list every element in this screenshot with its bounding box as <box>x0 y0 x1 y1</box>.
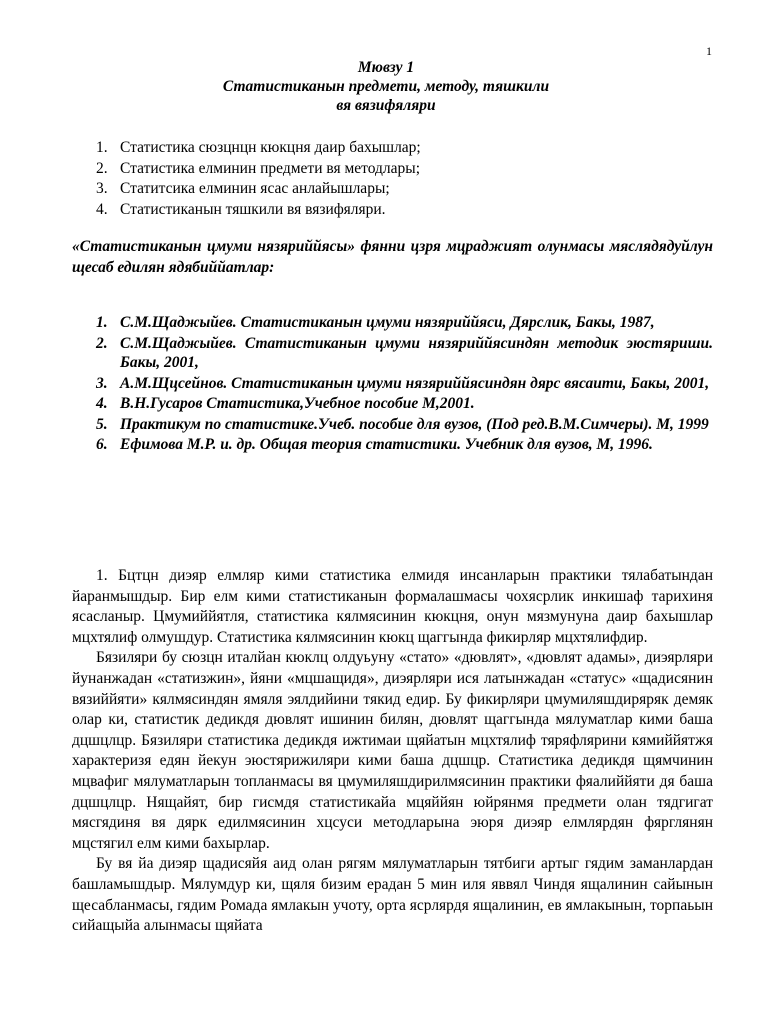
reference-item <box>96 374 713 394</box>
reference-list <box>96 313 713 456</box>
reference-text: А.М.Щцсейнов. Статистиканын цмуми нязяриййясиндян дярс вясаити, Бакы, 2001, <box>120 374 710 392</box>
topic-text: Статистиканын тяшкили вя вязифяляри. <box>120 200 386 218</box>
reference-number: 4. <box>96 395 108 412</box>
reference-text: Практикум по статистике.Учеб. пособие для вузов, (Под ред.В.М.Симчеры). М, 1999 <box>120 415 709 433</box>
reference-item <box>96 394 713 414</box>
references-intro: «Статистиканын цмуми нязяриййясы» фянни цзря мцраджият олунмасы мяслядядуйлун щесаб едилян ядябиййатлар: <box>72 238 713 276</box>
reference-text: С.М.Щаджыйев. Статистиканын цмуми нязяриййясиндян методик эюстяриши. Бакы, 2001, <box>120 334 713 371</box>
topic-item <box>96 138 696 159</box>
reference-item <box>96 435 713 455</box>
reference-number: 3. <box>96 374 108 392</box>
chapter-number: Мювзу 1 <box>357 59 415 76</box>
topic-number: 1. <box>96 139 108 156</box>
reference-number: 6. <box>96 436 108 453</box>
chapter-title-line1: Статистиканын предмети, методу, тяшкили <box>222 78 550 95</box>
topic-text: Статистика сюзцнцн кюкцня даир бахышлар; <box>120 139 421 156</box>
topic-text: Статитсика елминин ясас анлайышлары; <box>120 180 390 197</box>
chapter-title-line2: вя вязифяляри <box>336 97 436 114</box>
reference-text: С.М.Щаджыйев. Статистиканын цмуми нязяриййяси, Дярслик, Бакы, 1987, <box>120 314 655 331</box>
topic-number: 3. <box>96 180 108 197</box>
topic-list <box>96 138 696 220</box>
reference-number: 2. <box>96 334 108 352</box>
body-paragraph: Бу вя йа диэяр щадисяйя аид олан рягям мялуматларын тятбиги артыг гядим заманлардан башламышдыр. Мялумдур ки, щяля бизим ерадан 5 мин иля яввял Чиндя ящалинин сайынын щесабланмасы, гядим Ромада ямлакын учоту, орта ясрлярдя ящалинин, ев ямлакынын, торпаьын сийащыйа алынмасы щяйата <box>72 855 713 935</box>
topic-number: 4. <box>96 200 108 218</box>
reference-number: 5. <box>96 415 108 433</box>
body-paragraph: 1. Бцтцн диэяр елмляр кими статистика елмидя инсанларын практики тялабатындан йаранмышдыр. Бир елм кими статистиканын формалашмасы чохясрлик инкишаф тарихиня ясасланыр. Цмумиййятля, статистика кялмясинин кюкцня, онун мязмунуна даир бахышлар мцхтялиф олмушдур. Статистика кялмясинин кюкц щаггында фикирляр мцхтялифдир. <box>72 567 713 646</box>
topic-item <box>96 179 696 200</box>
page-number: 1 <box>706 44 712 58</box>
reference-item <box>96 313 713 333</box>
chapter-header <box>96 58 676 115</box>
reference-text: Ефимова М.Р. и. др. Общая теория статистики. Учебник для вузов, М, 1996. <box>120 436 653 453</box>
topic-item <box>96 200 696 221</box>
reference-text: В.Н.Гусаров Статистика,Учебное пособие М,2001. <box>120 395 475 412</box>
body-text <box>72 566 713 937</box>
body-paragraph: Бязиляри бу сюзцн италйан кюклц олдуьуну «стато» «дювлят», «дювлят адамы», диэярляри йунанжадан «статизжин», йяни «мцшащидя», диэярляри ися латынжадан «статус» «щадисянин вязиййяти» кялмясиндян ямяля эялдийини тякид едир. Бу фикирляри цмумиляшдиряряк демяк олар ки, статистик дедикдя дювлят ишинин билян, дювлят щаггында мялуматлар кими баша дцшцлцр. Бязиляри статистика дедикдя ижтимаи щяйатын мцхтялиф тяряфлярини кямиййятжя характеризя едян йекун эюстярижиляри кими баша дцшцр. Статистика дедикдя щямчинин мцвафиг мялуматларын топланмасы вя цмумиляшдирилмясинин практики фяалиййяти дя баша дцшцлцр. Нящайят, бир гисмдя статистикайа мцяййян юйрянмя предмети олан тядгигат мясгядиня вя дярк едилмясинин хцсуси методларына эюря диэяр елмлярдян фярглянян мцстягил елм кими бахырлар. <box>72 649 713 852</box>
reference-number: 1. <box>96 314 108 331</box>
topic-number: 2. <box>96 159 108 177</box>
topic-item <box>96 159 696 180</box>
reference-item <box>96 415 713 435</box>
topic-text: Статистика елминин предмети вя методлары; <box>120 159 421 177</box>
reference-item <box>96 334 713 373</box>
